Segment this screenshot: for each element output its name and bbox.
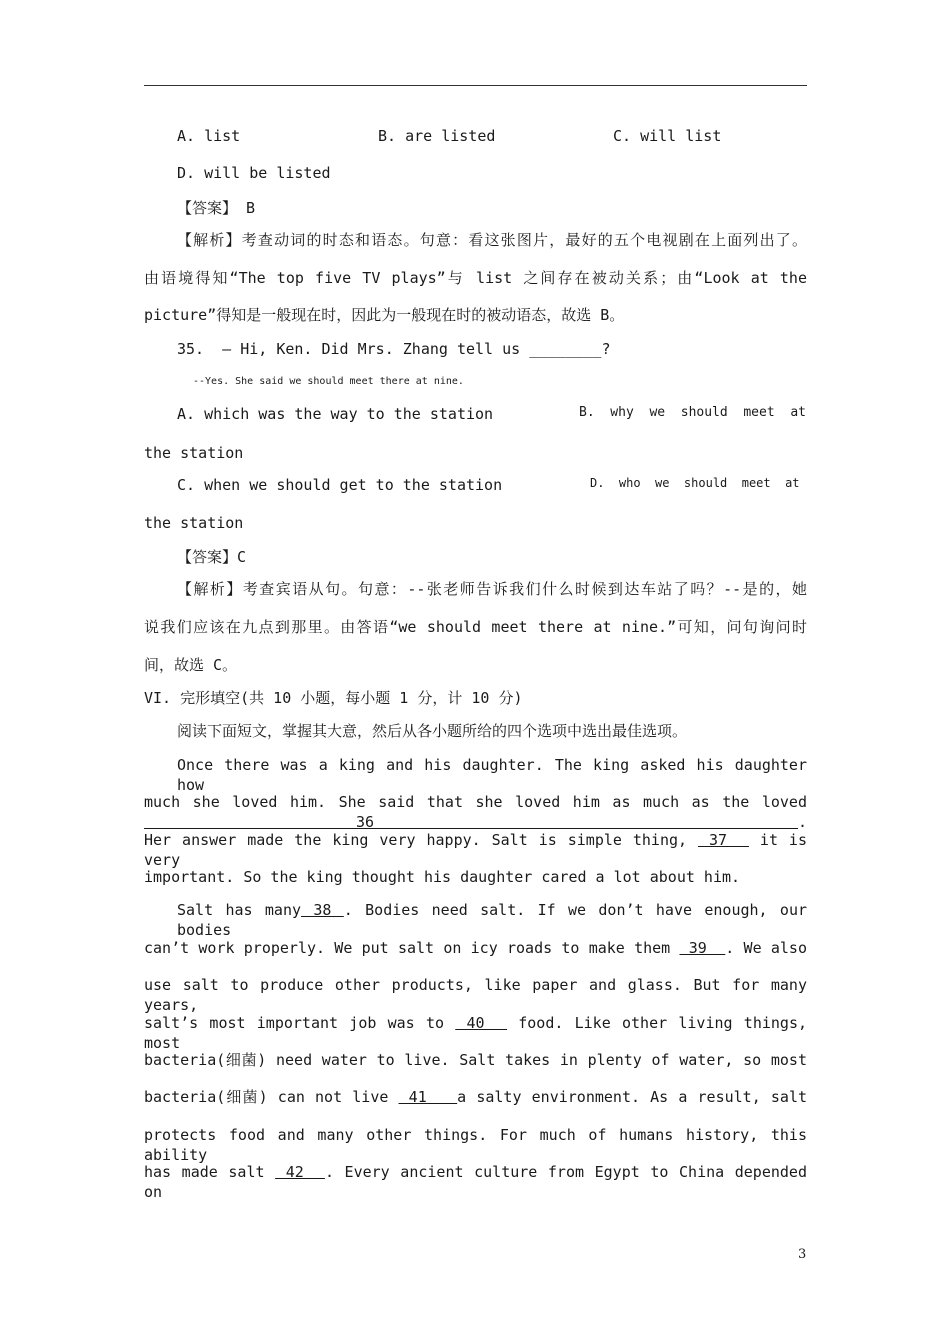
- q35-option-a: A. which was the way to the station: [177, 405, 494, 423]
- section-instruction: 阅读下面短文，掌握其大意，然后从各小题所给的四个选项中选出最佳选项。: [177, 722, 688, 740]
- passage-p2-line-8: [144, 1162, 807, 1202]
- passage-p1-line-3: [144, 830, 807, 870]
- passage-p2-line-5: bacteria(细菌) need water to live. Salt takes in plenty of water, so most: [144, 1051, 807, 1069]
- q34-analysis-line-3: picture”得知是一般现在时，因此为一般现在时的被动语态，故选 B。: [144, 306, 625, 324]
- q35-answer: 【答案】C: [177, 548, 247, 566]
- header-rule: [144, 85, 807, 86]
- q34-analysis-line-1: 【解析】考查动词的时态和语态。句意：看这张图片，最好的五个电视剧在上面列出了。: [177, 231, 807, 249]
- passage-p2-line-2: [144, 938, 807, 958]
- blank-36: 36: [144, 813, 798, 831]
- passage-text: . Bodies need salt. If we don’t have enough, our bodies: [177, 901, 808, 939]
- passage-text: Salt has many: [177, 901, 302, 919]
- blank-41: 41: [398, 1088, 458, 1106]
- passage-text: a salty environment. As a result, salt: [457, 1088, 808, 1106]
- q34-option-a: A. list: [177, 127, 241, 145]
- page-number: 3: [798, 1247, 807, 1262]
- q35-option-c: C. when we should get to the station: [177, 476, 503, 494]
- q35-analysis-line-3: 间，故选 C。: [144, 656, 238, 674]
- passage-p2-line-6: [144, 1087, 807, 1107]
- q34-answer: 【答案】 B: [177, 199, 256, 217]
- blank-39: 39: [679, 939, 726, 957]
- passage-p2-line-3: use salt to produce other products, like paper and glass. But for many years,: [144, 976, 807, 1014]
- passage-text: much she loved him. She said that she loved him as much as the loved: [144, 793, 807, 811]
- passage-text: .: [797, 813, 807, 831]
- q35-option-d-cont: the station: [144, 514, 244, 532]
- passage-text: . We also: [725, 939, 807, 957]
- passage-text: Her answer made the king very happy. Salt is simple thing,: [144, 831, 699, 849]
- passage-p2-line-4: [144, 1013, 807, 1053]
- passage-text: bacteria(细菌) can not live: [144, 1088, 399, 1106]
- blank-40: 40: [455, 1014, 507, 1032]
- blank-37: 37: [698, 831, 749, 849]
- section-title: VI. 完形填空(共 10 小题，每小题 1 分，计 10 分): [144, 689, 523, 707]
- passage-text: it is very: [144, 831, 807, 869]
- q35-option-b-cont: the station: [144, 444, 244, 462]
- passage-p2-line-1: [177, 900, 807, 940]
- q35-option-b: B. why we should meet at: [579, 405, 806, 420]
- q35-analysis-line-1: 【解析】考查宾语从句。句意：--张老师告诉我们什么时候到达车站了吗？--是的，她: [177, 580, 807, 598]
- passage-p1-line-1: Once there was a king and his daughter. The king asked his daughter how: [177, 756, 807, 794]
- q34-option-c: C. will list: [613, 127, 722, 145]
- passage-p1-line-2: [144, 792, 807, 832]
- passage-p2-line-7: protects food and many other things. For much of humans history, this ability: [144, 1126, 807, 1164]
- passage-text: . Every ancient culture from Egypt to China depended on: [144, 1163, 807, 1201]
- q34-option-b: B. are listed: [378, 127, 496, 145]
- q35-analysis-line-2: 说我们应该在九点到那里。由答语“we should meet there at nine.”可知，问句询问时: [144, 618, 807, 636]
- q35-option-d: D. who we should meet at: [590, 476, 800, 490]
- passage-text: salt’s most important job was to: [144, 1014, 456, 1032]
- q35-stem: 35. – Hi, Ken. Did Mrs. Zhang tell us ________?: [177, 340, 611, 358]
- q34-analysis-line-2: 由语境得知“The top five TV plays”与 list 之间存在被动关系；由“Look at the: [144, 269, 807, 287]
- blank-38: 38: [301, 901, 344, 919]
- passage-p1-line-4: important. So the king thought his daughter cared a lot about him.: [144, 868, 741, 886]
- blank-42: 42: [275, 1163, 325, 1181]
- passage-text: has made salt: [144, 1163, 276, 1181]
- passage-text: food. Like other living things, most: [144, 1014, 807, 1052]
- q34-option-d: D. will be listed: [177, 164, 331, 182]
- q35-reply: --Yes. She said we should meet there at nine.: [193, 376, 464, 387]
- passage-text: can’t work properly. We put salt on icy roads to make them: [144, 939, 680, 957]
